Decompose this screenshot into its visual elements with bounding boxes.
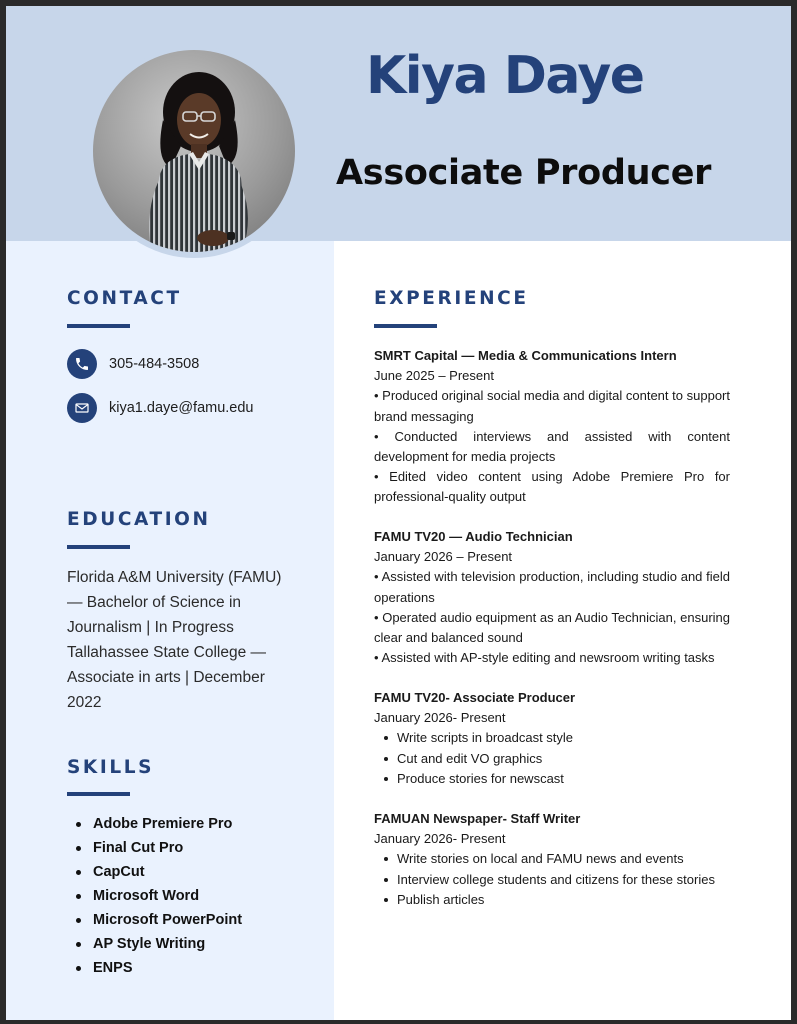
email-link[interactable]: kiya1.daye@famu.edu xyxy=(109,400,254,416)
job-duty: Produce stories for newscast xyxy=(374,769,730,789)
education-line: Journalism | In Progress xyxy=(67,619,234,636)
education-details xyxy=(67,565,297,715)
job-bullet: • Assisted with television production, including studio and field operations xyxy=(374,569,730,605)
contact-heading: CONTACT xyxy=(67,288,182,309)
education-line: — Bachelor of Science in xyxy=(67,594,242,611)
job-title: Associate Producer xyxy=(336,153,712,193)
job-duty: Cut and edit VO graphics xyxy=(374,749,730,769)
job-title: FAMUAN Newspaper- Staff Writer xyxy=(374,811,581,826)
job-duty: Write stories on local and FAMU news and events xyxy=(374,849,730,869)
education-heading: EDUCATION xyxy=(67,509,211,530)
job-duty: Publish articles xyxy=(374,890,730,910)
skills-list xyxy=(67,812,242,980)
job-dates: January 2026- Present xyxy=(374,831,506,847)
skill-item: CapCut xyxy=(67,860,242,884)
job-dates: June 2025 – Present xyxy=(374,368,494,384)
education-rule xyxy=(67,545,130,549)
job-duty: Write scripts in broadcast style xyxy=(374,728,730,748)
job-duties-list xyxy=(374,728,730,789)
job-bullet: • Assisted with AP-style editing and newsroom writing tasks xyxy=(374,650,715,666)
resume-page xyxy=(6,6,791,1020)
job-title: FAMU TV20- Associate Producer xyxy=(374,690,576,705)
job-bullet: • Produced original social media and digital content to support brand messaging xyxy=(374,388,730,424)
phone-number: 305-484-3508 xyxy=(109,356,200,372)
experience-rule xyxy=(374,324,437,328)
experience-entry-famuan xyxy=(374,809,730,910)
experience-heading: EXPERIENCE xyxy=(374,288,529,309)
contact-email-row xyxy=(67,393,254,423)
skill-item: ENPS xyxy=(67,956,242,980)
skill-item: Adobe Premiere Pro xyxy=(67,812,242,836)
contact-phone-row xyxy=(67,349,199,379)
job-dates: January 2026- Present xyxy=(374,710,506,726)
job-dates: January 2026 – Present xyxy=(374,549,513,565)
contact-rule xyxy=(67,324,130,328)
job-title: FAMU TV20 — Audio Technician xyxy=(374,529,573,544)
experience-entry-smrt xyxy=(374,346,730,508)
skills-rule xyxy=(67,792,130,796)
job-bullet: • Operated audio equipment as an Audio Technician, ensuring clear and balanced sound xyxy=(374,609,730,646)
job-duty: Interview college students and citizens for these stories xyxy=(374,870,730,890)
skill-item: AP Style Writing xyxy=(67,932,242,956)
education-line: 2022 xyxy=(67,694,102,711)
education-line: Associate in arts | December xyxy=(67,669,265,686)
job-title: SMRT Capital — Media & Communications Intern xyxy=(374,348,677,363)
education-line: Tallahassee State College — xyxy=(67,644,267,661)
job-bullet: • Conducted interviews and assisted with content development for media projects xyxy=(374,428,730,465)
mail-icon xyxy=(67,393,97,423)
experience-entry-associate-producer xyxy=(374,688,730,789)
experience-entry-audio-tech xyxy=(374,527,730,668)
skill-item: Microsoft Word xyxy=(67,884,242,908)
job-bullet: • Edited video content using Adobe Premiere Pro for professional-quality output xyxy=(374,469,730,505)
phone-icon xyxy=(67,349,97,379)
education-line: Florida A&M University (FAMU) xyxy=(67,569,282,586)
skill-item: Microsoft PowerPoint xyxy=(67,908,242,932)
skills-heading: SKILLS xyxy=(67,757,155,778)
skill-item: Final Cut Pro xyxy=(67,836,242,860)
profile-photo xyxy=(93,50,295,252)
candidate-name: Kiya Daye xyxy=(366,46,644,106)
job-duties-list xyxy=(374,849,730,910)
